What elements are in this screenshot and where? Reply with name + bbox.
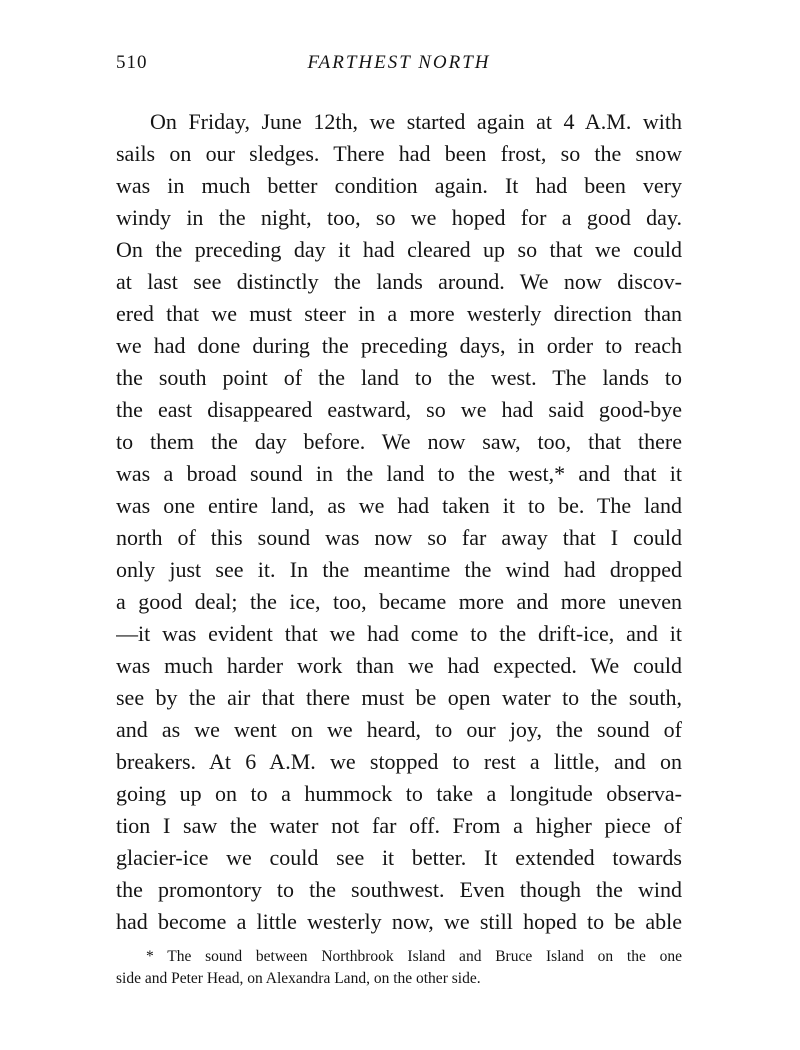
body-line: to them the day before. We now saw, too, that there [116,429,682,454]
body-line: at last see distinctly the lands around. We now discov- [116,269,682,294]
body-text [116,106,682,938]
body-line: only just see it. In the meantime the wind had dropped [116,557,682,582]
body-line: On the preceding day it had cleared up so that we could [116,237,682,262]
body-line: —it was evident that we had come to the drift-ice, and it [116,621,682,646]
body-line: was much harder work than we had expected. We could [116,653,682,678]
body-line: ered that we must steer in a more westerly direction than [116,301,682,326]
body-line: windy in the night, too, so we hoped for a good day. [116,205,682,230]
body-line: tion I saw the water not far off. From a higher piece of [116,813,682,838]
body-line: was a broad sound in the land to the west,* and that it [116,461,682,486]
page-header [116,52,682,80]
body-line: had become a little westerly now, we still hoped to be able [116,909,682,934]
body-line: was in much better condition again. It had been very [116,173,682,198]
body-line: a good deal; the ice, too, became more and more uneven [116,589,682,614]
body-line: glacier-ice we could see it better. It extended towards [116,845,682,870]
body-line: breakers. At 6 A.M. we stopped to rest a little, and on [116,749,682,774]
body-line: see by the air that there must be open water to the south, [116,685,682,710]
body-line: the east disappeared eastward, so we had said good-bye [116,397,682,422]
body-line: the promontory to the southwest. Even though the wind [116,877,682,902]
footnote-line: side and Peter Head, on Alexandra Land, on the other side. [116,970,481,987]
body-line: On Friday, June 12th, we started again at 4 A.M. with [150,109,682,134]
body-line: and as we went on we heard, to our joy, the sound of [116,717,682,742]
body-line: the south point of the land to the west. The lands to [116,365,682,390]
footnote [116,946,682,990]
body-line: going up on to a hummock to take a longitude observa- [116,781,682,806]
body-line: was one entire land, as we had taken it to be. The land [116,493,682,518]
body-line: sails on our sledges. There had been frost, so the snow [116,141,682,166]
page-number: 510 [116,52,148,73]
running-title: FARTHEST NORTH [307,52,491,73]
body-line: north of this sound was now so far away that I could [116,525,682,550]
footnote-line: * The sound between Northbrook Island and Bruce Island on the one [146,948,682,965]
body-line: we had done during the preceding days, in order to reach [116,333,682,358]
